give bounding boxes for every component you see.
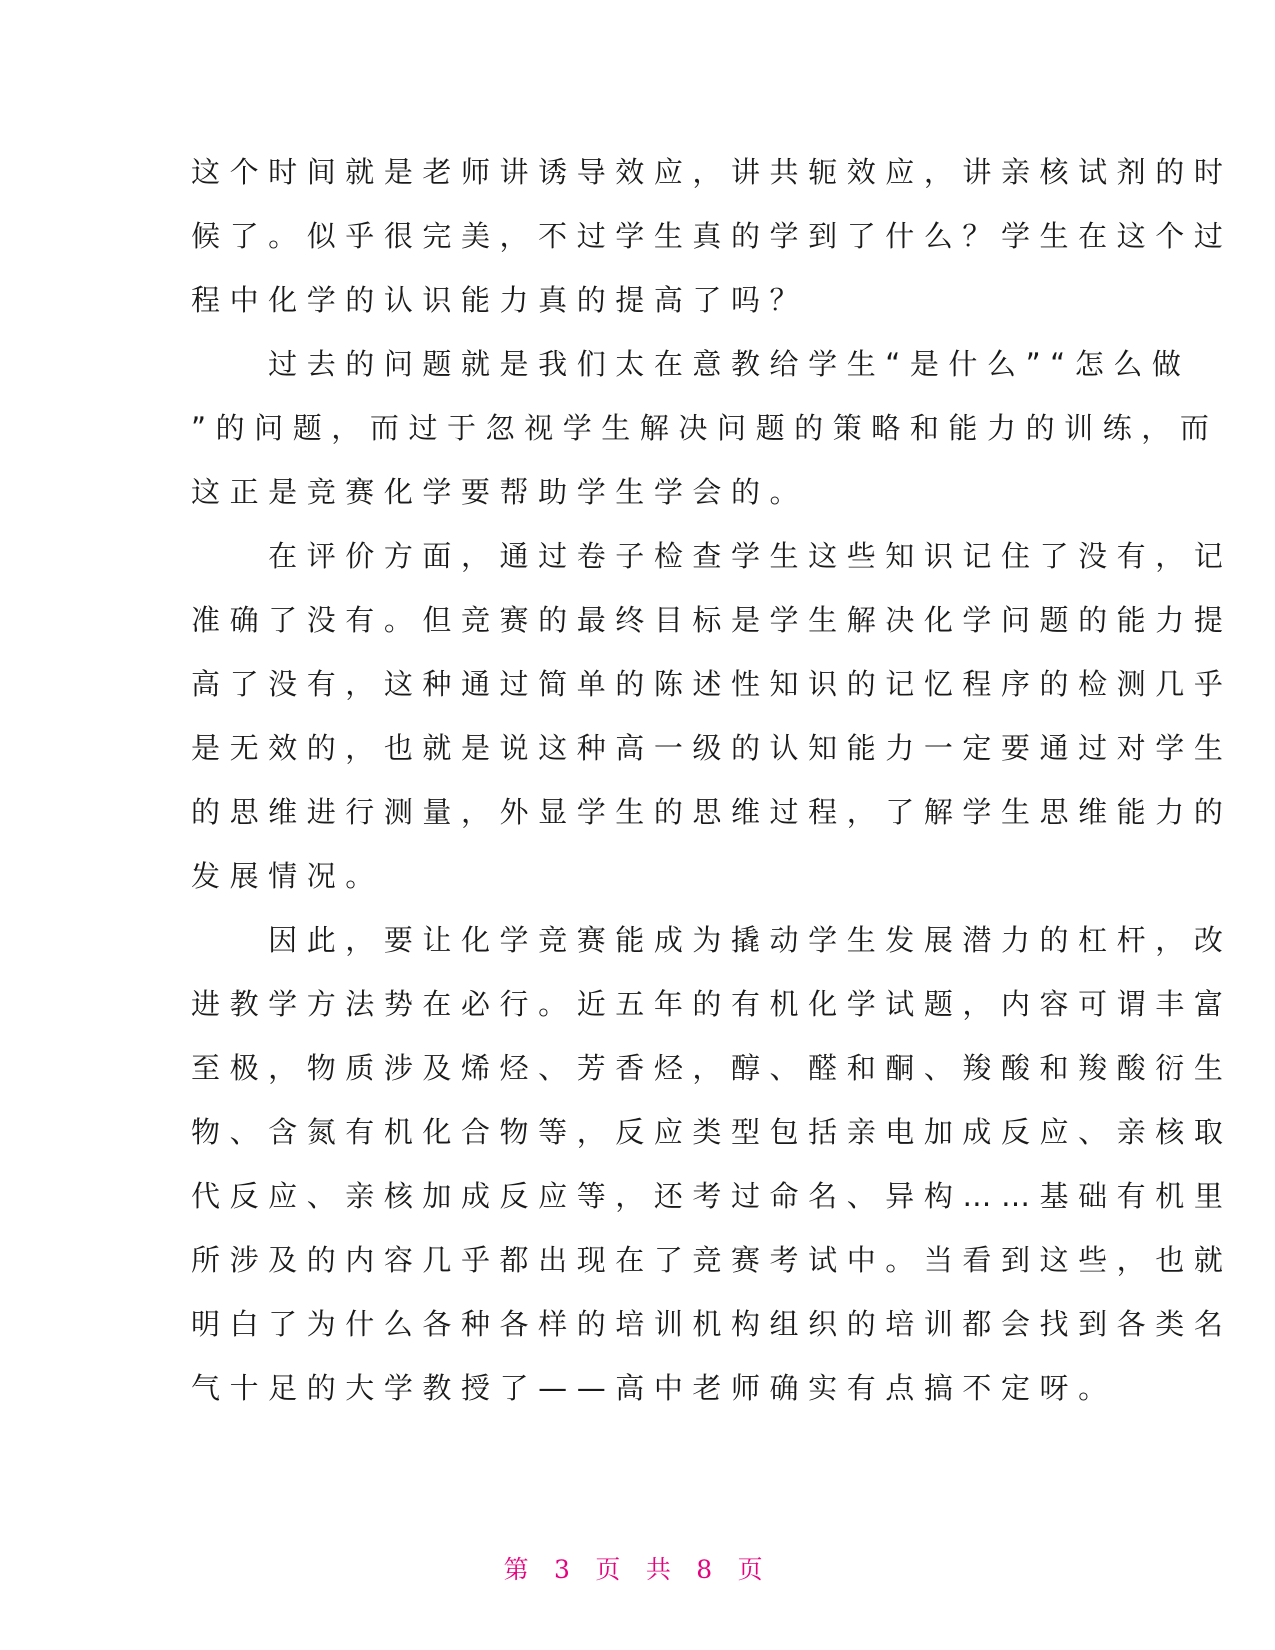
text-line: 明白了为什么各种各样的培训机构组织的培训都会找到各类名: [191, 1307, 1233, 1341]
text-line: 是无效的，也就是说这种高一级的认知能力一定要通过对学生: [191, 731, 1233, 765]
text-line: 这个时间就是老师讲诱导效应，讲共轭效应，讲亲核试剂的时: [191, 155, 1233, 189]
text-line: 发展情况。: [191, 859, 384, 893]
text-line: 代反应、亲核加成反应等，还考过命名、异构……基础有机里: [191, 1179, 1233, 1213]
text-line: 程中化学的认识能力真的提高了吗？: [191, 283, 809, 317]
text-line: 物、含氮有机化合物等，反应类型包括亲电加成反应、亲核取: [191, 1115, 1233, 1149]
text-line: ”的问题，而过于忽视学生解决问题的策略和能力的训练，而: [191, 411, 1219, 445]
text-line: 气十足的大学教授了——高中老师确实有点搞不定呀。: [191, 1371, 1117, 1405]
text-line: 所涉及的内容几乎都出现在了竞赛考试中。当看到这些，也就: [191, 1243, 1233, 1277]
text-line: 准确了没有。但竞赛的最终目标是学生解决化学问题的能力提: [191, 603, 1233, 637]
text-line: 过去的问题就是我们太在意教给学生“是什么”“怎么做: [191, 347, 1191, 381]
text-line: 高了没有，这种通过简单的陈述性知识的记忆程序的检测几乎: [191, 667, 1233, 701]
text-line: 候了。似乎很完美，不过学生真的学到了什么？学生在这个过: [191, 219, 1233, 253]
text-line: 这正是竞赛化学要帮助学生学会的。: [191, 475, 809, 509]
body-text: [191, 140, 1233, 1420]
text-line: 的思维进行测量，外显学生的思维过程，了解学生思维能力的: [191, 795, 1233, 829]
text-line: 在评价方面，通过卷子检查学生这些知识记住了没有，记: [191, 539, 1233, 573]
text-line: 因此，要让化学竞赛能成为撬动学生发展潜力的杠杆，改: [191, 923, 1233, 957]
page-number-footer: 第 3 页 共 8 页: [503, 1555, 772, 1584]
text-line: 至极，物质涉及烯烃、芳香烃，醇、醛和酮、羧酸和羧酸衍生: [191, 1051, 1233, 1085]
text-line: 进教学方法势在必行。近五年的有机化学试题，内容可谓丰富: [191, 987, 1233, 1021]
